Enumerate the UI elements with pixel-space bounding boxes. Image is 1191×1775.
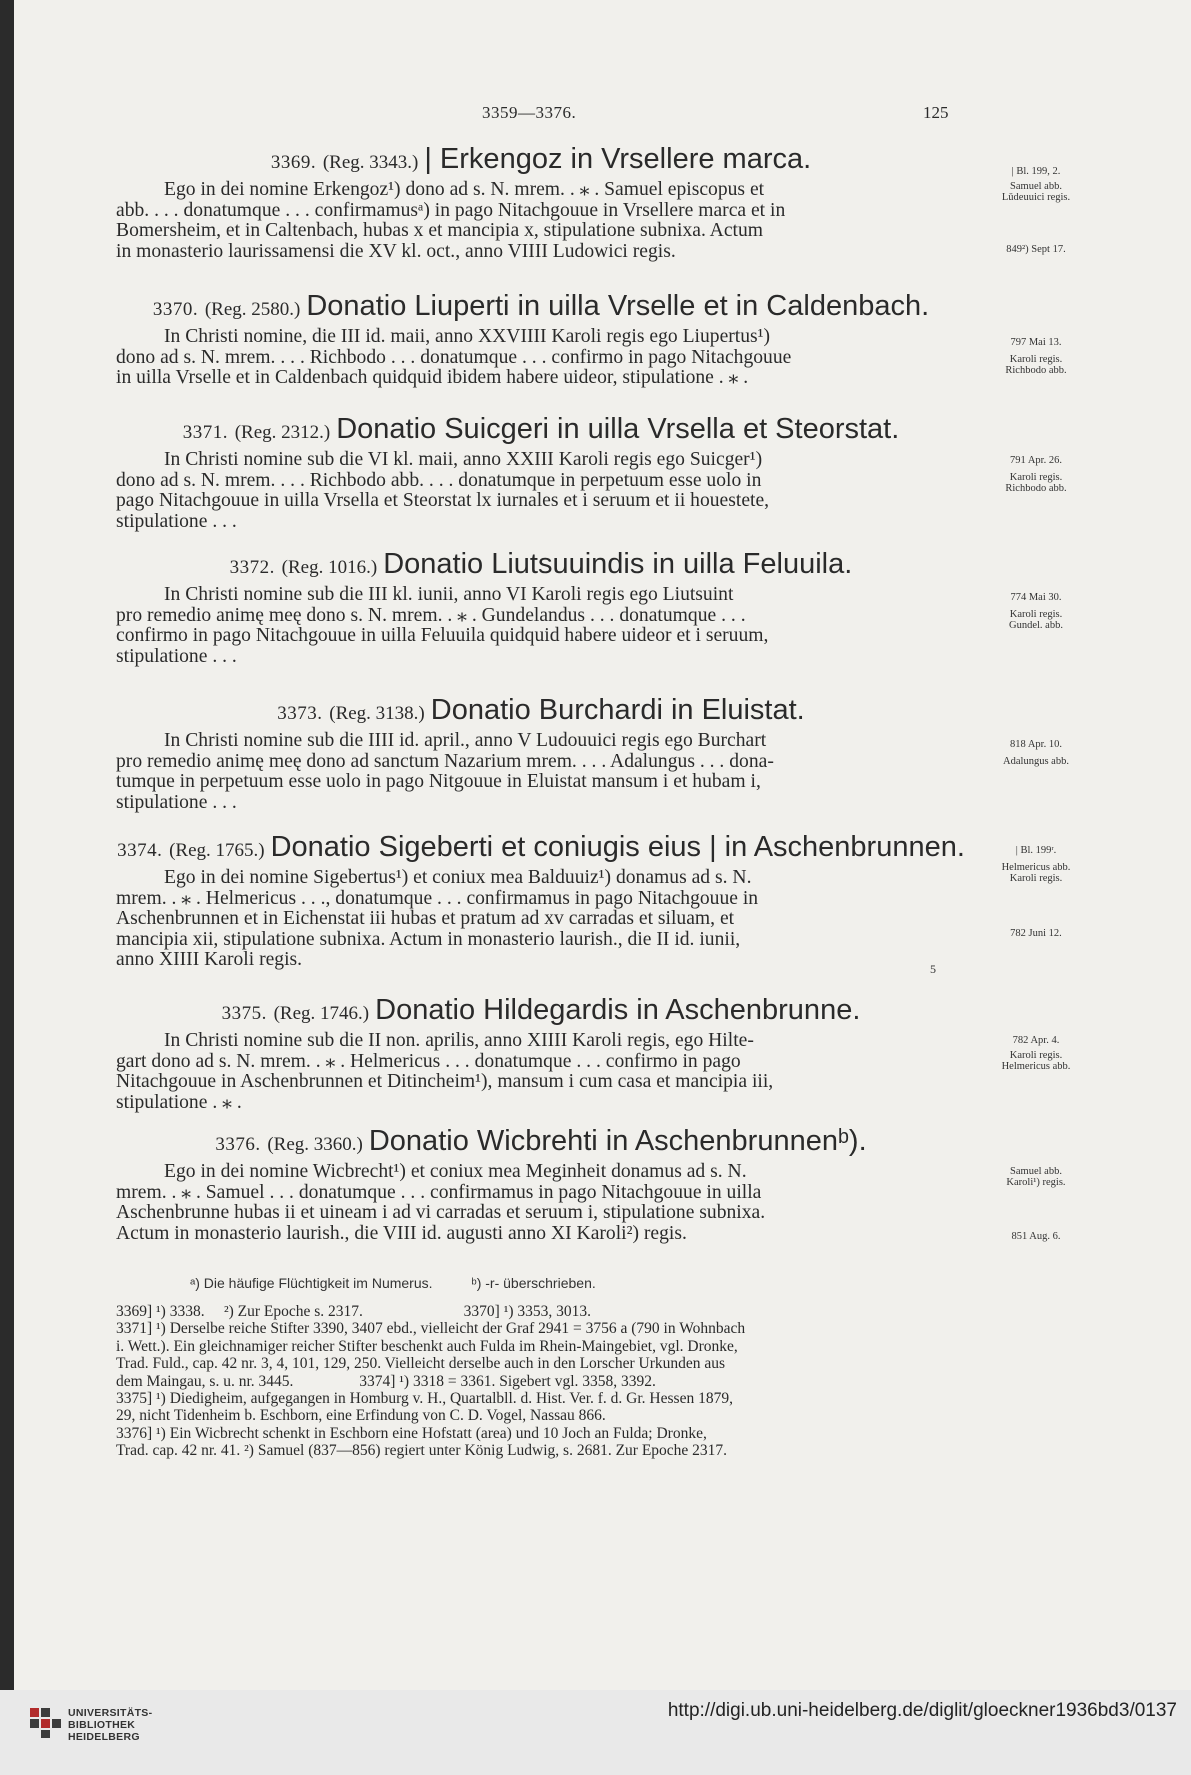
entry-title [116, 830, 966, 868]
entry-text [116, 731, 966, 752]
entry-text [116, 585, 966, 606]
charter-entry [116, 142, 966, 262]
margin-line: Karoli regis. [1009, 472, 1063, 483]
entry-text-cont [116, 1183, 966, 1245]
entry-text-cont [116, 606, 966, 668]
text-line: stipulatione . . . [116, 510, 237, 532]
register-ref: (Reg. 2312.) [234, 422, 331, 443]
footnote-letters: ᵃ) Die häufige Flüchtigkeit im Numerus. ᵇ) -r- überschrieben. [190, 1275, 596, 1291]
text-line: Aschenbrunnen et in Eichenstat iii hubas et pratum ad xv carradas et siluam, et [116, 908, 735, 930]
entry-text-cont [116, 1052, 966, 1114]
entry-number: 3373. [277, 703, 323, 724]
text-line: stipulatione . . . [116, 645, 237, 667]
entry-text [116, 327, 966, 348]
margin-line: 782 Apr. 4. [1012, 1035, 1060, 1046]
entry-heading: Donatio Suicgeri in uilla Vrsella et Steorstat. [336, 413, 900, 445]
entry-text [116, 450, 966, 471]
entry-heading: | Erkengoz in Vrsellere marca. [424, 143, 812, 175]
entry-text-cont [116, 889, 966, 971]
margin-note [980, 337, 1092, 376]
text-line: Actum in monasterio laurish., die VIII id. augusti anno XI Karoli²) regis. [116, 1222, 687, 1244]
library-name-line: UNIVERSITÄTS- [68, 1707, 153, 1719]
register-ref: (Reg. 1765.) [169, 840, 265, 861]
note-line: 3371] ¹) Derselbe reiche Stifter 3390, 3407 ebd., vielleicht der Graf 2941 = 3756 a (790 in Wohnbach [116, 1320, 746, 1338]
register-ref: (Reg. 1746.) [273, 1003, 370, 1024]
entry-number: 3370. [152, 299, 199, 320]
margin-note [980, 455, 1092, 494]
entry-text [116, 180, 966, 201]
entry-text-cont [116, 201, 966, 263]
margin-note [980, 1166, 1092, 1242]
text-line: stipulatione . ⁎ . [116, 1091, 242, 1113]
note-line: 29, nicht Tidenheim b. Eschborn, eine Erfindung von C. D. Vogel, Nassau 866. [116, 1407, 606, 1425]
text-line: gart dono ad s. N. mrem. . ⁎ . Helmericus . . . donatumque . . . confirmo in pago [116, 1050, 741, 1072]
entry-heading: Donatio Sigeberti et coniugis eius | in Aschenbrunnen. [270, 831, 965, 863]
header-range: 3359—3376. [482, 103, 577, 122]
note-line: dem Maingau, s. u. nr. 3445. 3374] ¹) 3318 = 3361. Sigebert vgl. 3358, 3392. [116, 1372, 656, 1390]
margin-line: 797 Mai 13. [1010, 337, 1062, 348]
line-marker: 5 [930, 962, 936, 976]
note-line: 3375] ¹) Diedigheim, aufgegangen in Homburg v. H., Quartalbll. d. Hist. Ver. f. d. Gr. Hessen 1879, [116, 1390, 733, 1408]
text-line: confirmo in pago Nitachgouue in uilla Feluuila quidquid habere uideor et i seruum, [116, 625, 769, 647]
margin-line: Helmericus abb. [1001, 862, 1071, 873]
margin-line: Samuel abb. [1010, 1166, 1062, 1177]
margin-line: Karoli regis. [1009, 1050, 1063, 1061]
text-line: pago Nitachgouue in uilla Vrsella et Steorstat lx iurnales et i seruum et ii houestete, [116, 490, 770, 512]
entry-text [116, 868, 966, 889]
text-line: dono ad s. N. mrem. . . . Richbodo . . . donatumque . . . confirmo in pago Nitachgouue [116, 346, 792, 368]
register-ref: (Reg. 2580.) [204, 299, 301, 320]
text-line: Aschenbrunne hubas ii et uineam i ad vi carradas et seruum i, stipulatione subnixa. [116, 1202, 766, 1224]
text-line: mancipia xii, stipulatione subnixa. Actum in monasterio laurish., die II id. iunii, [116, 928, 741, 950]
entry-title [116, 693, 966, 731]
margin-line: Samuel abb. [1010, 181, 1062, 192]
entry-title [116, 547, 966, 585]
text-line: stipulatione . . . [116, 791, 237, 813]
charter-entry [116, 412, 966, 532]
text-line: Ego in dei nomine Erkengoz¹) dono ad s. N. mrem. . ⁎ . Samuel episcopus et [164, 179, 765, 200]
register-ref: (Reg. 3343.) [322, 152, 419, 173]
text-line: in monasterio laurissamensi die XV kl. oct., anno VIIII Ludowici regis. [116, 240, 676, 262]
entry-heading: Donatio Hildegardis in Aschenbrunne. [375, 994, 861, 1026]
margin-note [980, 739, 1092, 767]
text-line: pro remedio animę meę dono s. N. mrem. . ⁎ . Gundelandus . . . donatumque . . . [116, 604, 746, 626]
entry-number: 3374. [117, 840, 163, 861]
margin-line: | Bl. 199, 2. [1011, 166, 1061, 177]
margin-line: 782 Juni 12. [1010, 928, 1062, 939]
margin-line: Richbodo abb. [1005, 365, 1067, 376]
margin-note [980, 592, 1092, 631]
library-name-line: BIBLIOTHEK [68, 1719, 136, 1731]
register-ref: (Reg. 3360.) [267, 1134, 363, 1155]
university-library-logo-icon [26, 1702, 64, 1740]
margin-line: Karoli regis. [1009, 609, 1063, 620]
margin-line: 849²) Sept 17. [1006, 244, 1066, 255]
text-line: Bomersheim, et in Caltenbach, hubas x et mancipia x, stipulatione subnixa. Actum [116, 220, 764, 242]
charter-entry [116, 830, 966, 971]
text-line: In Christi nomine sub die IIII id. april., anno V Ludouuici regis ego Burchart [164, 730, 767, 751]
text-line: mrem. . ⁎ . Samuel . . . donatumque . . . confirmamus in pago Nitachgouue in uilla [116, 1181, 762, 1203]
entry-number: 3369. [270, 152, 317, 173]
charter-entry [116, 547, 966, 667]
entry-text-cont [116, 752, 966, 814]
text-line: Ego in dei nomine Wicbrecht¹) et coniux mea Meginheit donamus ad s. N. [164, 1161, 747, 1182]
margin-line: Gundel. abb. [1009, 620, 1063, 631]
permalink-url[interactable]: http://digi.ub.uni-heidelberg.de/diglit/gloeckner1936bd3/0137 [667, 1700, 1177, 1721]
entry-title [116, 1124, 966, 1162]
entry-number: 3376. [215, 1134, 261, 1155]
entry-heading: Donatio Liutsuuindis in uilla Feluuila. [383, 548, 853, 580]
note-line: 3369] ¹) 3338. ²) Zur Epoche s. 2317. 3370] ¹) 3353, 3013. [116, 1303, 592, 1320]
text-line: dono ad s. N. mrem. . . . Richbodo abb. . . . donatumque in perpetuum esse uolo in [116, 469, 762, 491]
margin-line: Karoli¹) regis. [1006, 1177, 1066, 1188]
text-line: anno XIIII Karoli regis. [116, 949, 303, 971]
text-line: in uilla Vrselle et in Caldenbach quidquid ibidem habere uideor, stipulatione . ⁎ . [116, 367, 749, 389]
entry-title [116, 412, 966, 450]
margin-line: 851 Aug. 6. [1011, 1231, 1061, 1242]
page-number: 125 [923, 103, 949, 122]
entry-heading: Donatio Liuperti in uilla Vrselle et in Caldenbach. [306, 290, 930, 322]
register-ref: (Reg. 3138.) [329, 703, 425, 724]
margin-note [980, 1035, 1092, 1072]
text-line: tumque in perpetuum esse uolo in pago Nitgouue in Eluistat mansum i et hubam i, [116, 771, 761, 793]
text-line: In Christi nomine sub die VI kl. maii, anno XXIII Karoli regis ego Suicger¹) [164, 449, 763, 470]
text-line: In Christi nomine sub die II non. aprilis, anno XIIII Karoli regis, ego Hilte- [164, 1030, 754, 1051]
margin-note [980, 166, 1092, 255]
margin-line: Adalungus abb. [1003, 756, 1069, 767]
margin-line: 791 Apr. 26. [1010, 455, 1062, 466]
entry-text [116, 1031, 966, 1052]
margin-note [980, 845, 1092, 939]
charter-entry [116, 693, 966, 813]
margin-line: Karoli regis. [1009, 354, 1063, 365]
note-line: Trad. cap. 42 nr. 41. ²) Samuel (837—856) regiert unter König Ludwig, s. 2681. Zur Epoche 2317. [116, 1442, 728, 1460]
text-line: Ego in dei nomine Sigebertus¹) et coniux mea Balduuiz¹) donamus ad s. N. [164, 867, 752, 888]
margin-line: | Bl. 199ʳ. [1015, 845, 1057, 856]
entry-text [116, 1162, 966, 1183]
entry-number: 3372. [229, 557, 275, 578]
text-line: mrem. . ⁎ . Helmericus . . ., donatumque . . . confirmamus in pago Nitachgouue in [116, 887, 759, 909]
entry-heading: Donatio Burchardi in Eluistat. [430, 694, 805, 726]
note-line: Trad. Fuld., cap. 42 nr. 3, 4, 101, 129, 250. Vielleicht derselbe auch in den Lorscher Urkunden aus [116, 1355, 726, 1373]
text-line: In Christi nomine, die III id. maii, anno XXVIIII Karoli regis ego Liupertus¹) [164, 326, 771, 347]
charter-entry [116, 993, 966, 1113]
entry-number: 3371. [182, 422, 228, 443]
text-line: Nitachgouue in Aschenbrunnen et Ditincheim¹), mansum i cum casa et mancipia iii, [116, 1071, 774, 1093]
note-line: 3376] ¹) Ein Wicbrecht schenkt in Eschborn eine Hofstatt (area) und 10 Joch an Fulda; Dronke, [116, 1424, 707, 1442]
editorial-notes [116, 1303, 966, 1460]
scan-gutter [0, 0, 14, 1690]
text-line: abb. . . . donatumque . . . confirmamusᵃ) in pago Nitachgouue in Vrsellere marca et in [116, 199, 786, 221]
text-line: pro remedio animę meę dono ad sanctum Nazarium mrem. . . . Adalungus . . . dona- [116, 750, 774, 772]
register-ref: (Reg. 1016.) [281, 557, 378, 578]
margin-line: Lǔdeuuici regis. [1001, 192, 1071, 203]
entry-text-cont [116, 348, 966, 389]
entry-number: 3375. [221, 1003, 267, 1024]
margin-line: 774 Mai 30. [1010, 592, 1062, 603]
entry-heading: Donatio Wicbrehti in Aschenbrunnenᵇ). [368, 1125, 867, 1157]
entry-title [116, 289, 966, 327]
text-line: In Christi nomine sub die III kl. iunii, anno VI Karoli regis ego Liutsuint [164, 584, 734, 605]
note-line: i. Wett.). Ein gleichnamiger reicher Stifter beschenkt auch Fulda im Rhein-Maingebiet, vgl. Dronke, [116, 1337, 738, 1355]
margin-line: Karoli regis. [1009, 873, 1063, 884]
charter-entry [116, 1124, 966, 1244]
running-header [0, 103, 1191, 127]
library-name [68, 1707, 152, 1743]
library-name-line: HEIDELBERG [68, 1731, 140, 1743]
margin-line: Richbodo abb. [1005, 483, 1067, 494]
margin-line: 818 Apr. 10. [1010, 739, 1062, 750]
charter-entry [116, 289, 966, 389]
entry-text-cont [116, 471, 966, 533]
margin-line: Helmericus abb. [1001, 1061, 1071, 1072]
entry-title [116, 142, 966, 180]
entry-title [116, 993, 966, 1031]
